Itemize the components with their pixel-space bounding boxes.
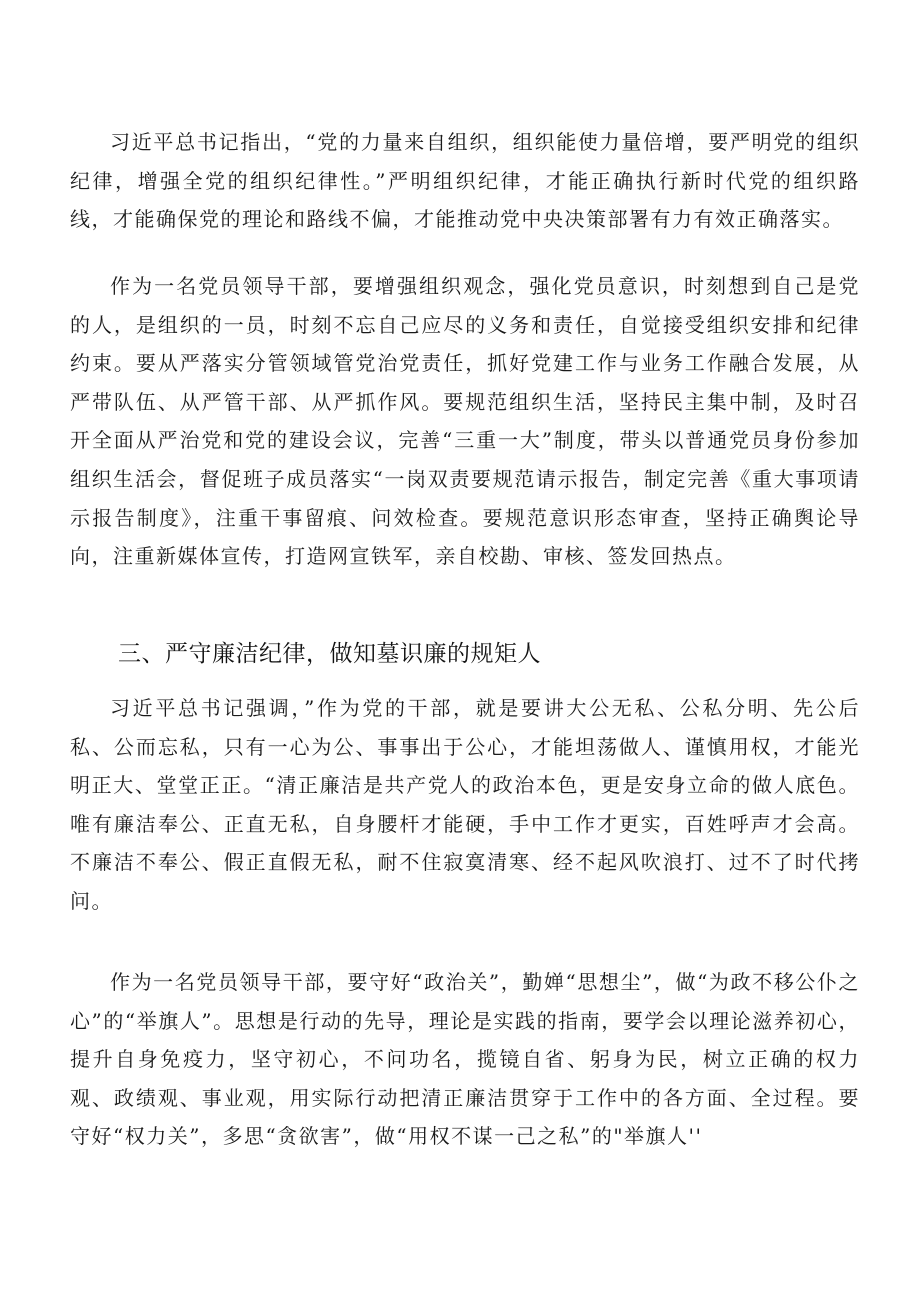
paragraph-organizational-discipline: 习近平总书记指出，“党的力量来自组织，组织能使力量倍增，要严明党的组织纪律，增强全党的组织纪律性。”严明组织纪律，才能正确执行新时代党的组织路线，才能确保党的理论和路线不偏，才能推动党中央决策部署有力有效正确落实。 (70, 130, 860, 232)
paragraph-integrity-quote: 习近平总书记强调，”作为党的干部，就是要讲大公无私、公私分明、先公后私、公而忘私，只有一心为公、事事出于公心，才能坦荡做人、谨慎用权，才能光明正大、堂堂正正。“清正廉洁是共产党人的政治本色，更是安身立命的做人底色。唯有廉洁奉公、正直无私，自身腰杆才能硬，手中工作才更实，百姓呼声才会高。不廉洁不奉公、假正直假无私，耐不住寂寞清寒、经不起风吹浪打、过不了时代拷问。 (70, 696, 860, 913)
paragraph-organizational-concept: 作为一名党员领导干部，要增强组织观念，强化党员意识，时刻想到自己是党的人，是组织的一员，时刻不忘自己应尽的义务和责任，自觉接受组织安排和纪律约束。要从严落实分管领域管党治党责任，抓好党建工作与业务工作融合发展，从严带队伍、从严管干部、从严抓作风。要规范组织生活，坚持民主集中制，及时召开全面从严治党和党的建设会议，完善“三重一大”制度，带头以普通党员身份参加组织生活会，督促班子成员落实“一岗双责要规范请示报告，制定完善《重大事项请示报告制度》，注重干事留痕、问效检查。要规范意识形态审查，坚持正确舆论导向，注重新媒体宣传，打造网宣铁军，亲自校勘、审核、签发回热点。 (70, 274, 860, 569)
paragraph-political-gate: 作为一名党员领导干部，要守好“政治关”，勤婵“思想尘”，做“为政不移公仆之心”的“举旗人”。思想是行动的先导，理论是实践的指南，要学会以理论滋养初心，提升自身免疫力，坚守初心，不问功名，揽镜自省、躬身为民，树立正确的权力观、政绩观、事业观，用实际行动把清正廉洁贯穿于工作中的各方面、全过程。要守好“权力关”，多思“贪欲害”，做“用权不谋一己之私”的"举旗人'' (70, 970, 860, 1149)
section-heading-integrity: 三、严守廉洁纪律，做知墓识廉的规矩人 (118, 641, 541, 667)
